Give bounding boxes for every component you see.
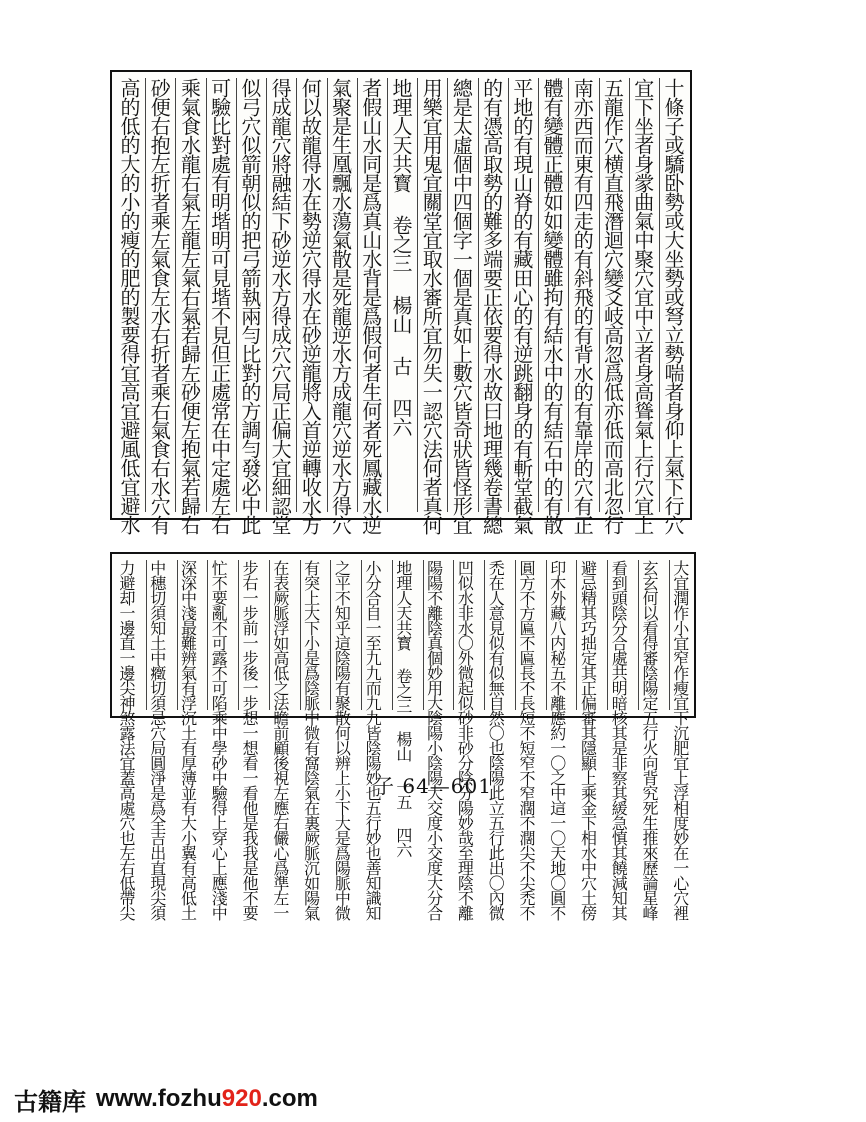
text-column: 平地的有現山脊的有藏田心的有逆跳翻身的有斬堂截氣: [509, 78, 534, 534]
text-column: 在表厥脈浮如高低之法瞻前顧後視左應右儼心爲準左一: [270, 560, 290, 920]
text-column: 砂便右抱左折者乘左氣食左水右折者乘右氣食右水穴有: [147, 78, 172, 534]
url-suffix: .com: [261, 1085, 318, 1112]
text-column: 陽陽不離陰真個妙用大陰陽小陰陽大交度小交度大分合: [424, 560, 444, 920]
text-column: 得成龍穴將融結下砂逆水方得成穴穴局正偏大宜細認堂: [268, 78, 293, 534]
margin-title-column: 地理人天共寳 卷之三 楊山 一五 四六: [393, 560, 413, 857]
text-column: 用樂宜用鬼宜關堂宜取水審所宜勿失一認穴法何者真何: [419, 78, 444, 534]
text-column: 避忌精其巧拙定其正偏審其隱顯上乘金下相水中穴土傍: [578, 560, 598, 920]
text-column: 何以故龍得水在勢逆穴得水在砂逆龍將入首逆轉收水方: [298, 78, 323, 534]
text-column: 深深中淺最難辨氣有浮沉土有厚薄並有大小翼有高低土: [178, 560, 198, 920]
page-number: 子 64—601: [374, 774, 492, 798]
text-column: 禿在人意見似有似無自然〇也陰陽此立五行此出〇內微: [486, 560, 506, 920]
text-column: 高的低的大的小的瘦的肥的製要得宜高宜避風低宜避水: [117, 78, 141, 534]
text-column: 大宜潤作小宜窄作瘦宜下沉肥宜上浮相度妙在一心穴裡: [670, 560, 690, 920]
text-column: 十條子或驕卧勢或大坐勢或弩立勢喘者身仰上氣下行穴: [660, 78, 685, 534]
site-name: 古籍库: [14, 1088, 86, 1116]
text-column: 中穗切須知土中癥切須忌穴局圓淨是爲全吉出直現尖須: [147, 560, 167, 920]
text-column: 宜下坐者身䝉曲氣中聚穴宜中立者身高聳氣上行穴宜上: [630, 78, 655, 534]
url-prefix: www.fozhu: [96, 1085, 222, 1112]
text-column: 小分合自一至九九而九九皆陰陽妙也五行妙也善知識知: [363, 560, 383, 920]
text-column: 似弓穴似箭朝似的把弓箭執兩勻比對的方調勻發必中此: [237, 78, 262, 534]
text-column: 印木外藏八内秘五不離應約一〇之中這一〇天地〇圓不: [547, 560, 567, 920]
text-column: 之平不知乎這陰陽有聚散何以辨上小下大是爲陽脈中微: [332, 560, 352, 920]
text-column: 體有變體正體如如變體雖拘有結水中的有結石中的有散: [540, 78, 565, 534]
text-column: 五龍作穴横直飛潛迴穴變爻岐高忽爲低亦低而高北忽行: [600, 78, 625, 534]
text-column: 南亦西而東有四走的有斜飛的有背水的有靠岸的穴有正: [570, 78, 595, 534]
site-url[interactable]: [96, 1085, 318, 1113]
top-columns: [112, 72, 690, 534]
top-text-block: [110, 70, 692, 534]
text-column: 氣聚是生凰飄水蕩氣散是死龍逆水方成龍穴逆水方得穴: [328, 78, 353, 534]
text-column: 看到頭陰分合處共明暗核其是非察其緩急慎其饒減知其: [609, 560, 629, 920]
url-accent: 920: [221, 1085, 262, 1112]
text-column: 總是太虛個中四個字一個是真如上數穴皆奇狀皆怪形宜: [449, 78, 474, 534]
text-column: 忙不要亂不可露不可陷乘中學砂中驗得上穿心上應淺中: [209, 560, 229, 920]
footer-watermark: [14, 1083, 318, 1115]
text-column: 的有憑高取勢的難多端要正依要得水故曰地理幾卷書總: [479, 78, 504, 534]
text-column: 者假山水同是爲真山水背是爲假何者生何者死鳳藏水逆: [358, 78, 383, 534]
text-column: 玄玄何以看得審陰陽定五行火向背究死生推來歷論星峰: [640, 560, 660, 920]
text-column: 可驗比對處有明堦明可見堦不見但正處常在中定處左右: [207, 78, 232, 534]
text-column: 步右一步前一步後一步想一想看一看他是我我是他不要: [240, 560, 260, 920]
text-column: 圓方不方匾不匾長不長短不短窄不窄濶不濶尖不尖禿不: [516, 560, 536, 920]
text-column: 有突上大下小是爲陰脈中微有窩陰氣在裏厥脈沉如陽氣: [301, 560, 321, 920]
text-column: 力避却一邊直一邊尖神煞露法宜蓋高處穴也左右低帶尖: [117, 560, 136, 920]
text-column: 凹似水非水〇外微起似砂非砂分陰分陽妙哉至理陰不離: [455, 560, 475, 920]
text-column: 乘氣食水龍右氣左龍左氣右氣若歸左砂便左抱氣若歸右: [177, 78, 202, 534]
margin-title-column: 地理人天共寳 卷之三 楊山 古 四六: [387, 78, 414, 512]
